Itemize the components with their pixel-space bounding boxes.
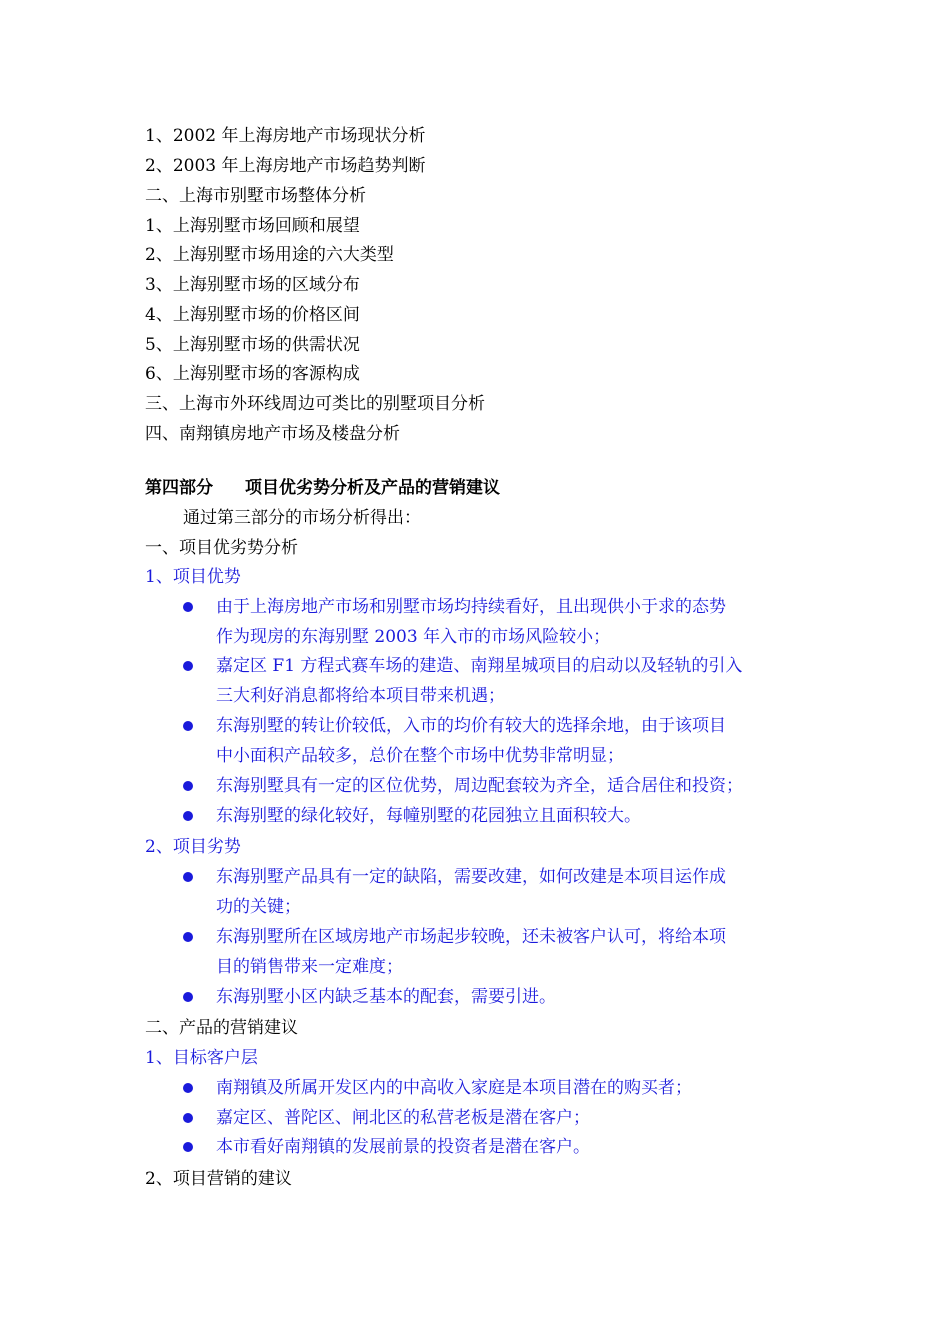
bullet-icon — [183, 1113, 193, 1123]
subsection-title-disadvantages: 2、项目劣势 — [145, 837, 241, 857]
target-item: 嘉定区、普陀区、闸北区的私营老板是潜在客户； — [216, 1108, 590, 1128]
toc-item: 2、2003 年上海房地产市场趋势判断 — [145, 156, 426, 176]
toc-item: 2、上海别墅市场用途的六大类型 — [145, 245, 394, 265]
bullet-icon — [183, 602, 193, 612]
disadvantage-item-cont: 功的关键； — [216, 897, 301, 917]
advantage-item: 由于上海房地产市场和别墅市场均持续看好，且出现供小于求的态势 — [216, 597, 726, 617]
advantage-item-cont: 三大利好消息都将给本项目带来机遇； — [216, 686, 505, 706]
disadvantage-item: 东海别墅所在区域房地产市场起步较晚，还未被客户认可，将给本项 — [216, 927, 726, 947]
toc-item: 3、上海别墅市场的区域分布 — [145, 275, 360, 295]
part4-title: 项目优劣势分析及产品的营销建议 — [245, 478, 500, 498]
bullet-icon — [183, 1083, 193, 1093]
part4-label: 第四部分 — [145, 478, 213, 498]
advantage-item-cont: 中小面积产品较多，总价在整个市场中优势非常明显； — [216, 746, 624, 766]
bullet-icon — [183, 992, 193, 1002]
bullet-icon — [183, 872, 193, 882]
bullet-icon — [183, 1142, 193, 1152]
subsection-title-target: 1、目标客户层 — [145, 1048, 258, 1068]
part4-heading — [145, 477, 500, 499]
disadvantage-item-cont: 目的销售带来一定难度； — [216, 957, 403, 977]
part4-intro: 通过第三部分的市场分析得出： — [183, 508, 421, 528]
advantage-item: 东海别墅的绿化较好，每幢别墅的花园独立且面积较大。 — [216, 806, 641, 826]
target-item: 南翔镇及所属开发区内的中高收入家庭是本项目潜在的购买者； — [216, 1078, 692, 1098]
disadvantage-item: 东海别墅小区内缺乏基本的配套，需要引进。 — [216, 987, 556, 1007]
toc-item: 1、2002 年上海房地产市场现状分析 — [145, 126, 426, 146]
toc-item: 6、上海别墅市场的客源构成 — [145, 364, 360, 384]
section-title-swot: 一、项目优劣势分析 — [145, 538, 298, 558]
bullet-icon — [183, 721, 193, 731]
subsection-title-marketing-suggestions: 2、项目营销的建议 — [145, 1169, 292, 1189]
bullet-icon — [183, 781, 193, 791]
toc-item: 4、上海别墅市场的价格区间 — [145, 305, 360, 325]
section-title-marketing: 二、产品的营销建议 — [145, 1018, 298, 1038]
toc-item: 5、上海别墅市场的供需状况 — [145, 335, 360, 355]
advantage-item: 嘉定区 F1 方程式赛车场的建造、南翔星城项目的启动以及轻轨的引入 — [216, 656, 743, 676]
advantage-item: 东海别墅的转让价较低，入市的均价有较大的选择余地，由于该项目 — [216, 716, 726, 736]
toc-item: 1、上海别墅市场回顾和展望 — [145, 216, 360, 236]
bullet-icon — [183, 811, 193, 821]
toc-item: 三、上海市外环线周边可类比的别墅项目分析 — [145, 394, 485, 414]
target-item: 本市看好南翔镇的发展前景的投资者是潜在客户。 — [216, 1137, 590, 1157]
advantage-item: 东海别墅具有一定的区位优势，周边配套较为齐全，适合居住和投资； — [216, 776, 743, 796]
bullet-icon — [183, 932, 193, 942]
subsection-title-advantages: 1、项目优势 — [145, 567, 241, 587]
bullet-icon — [183, 661, 193, 671]
toc-item: 二、上海市别墅市场整体分析 — [145, 186, 366, 206]
advantage-item-cont: 作为现房的东海别墅 2003 年入市的市场风险较小； — [216, 627, 611, 647]
disadvantage-item: 东海别墅产品具有一定的缺陷，需要改建，如何改建是本项目运作成 — [216, 867, 726, 887]
toc-item: 四、南翔镇房地产市场及楼盘分析 — [145, 424, 400, 444]
